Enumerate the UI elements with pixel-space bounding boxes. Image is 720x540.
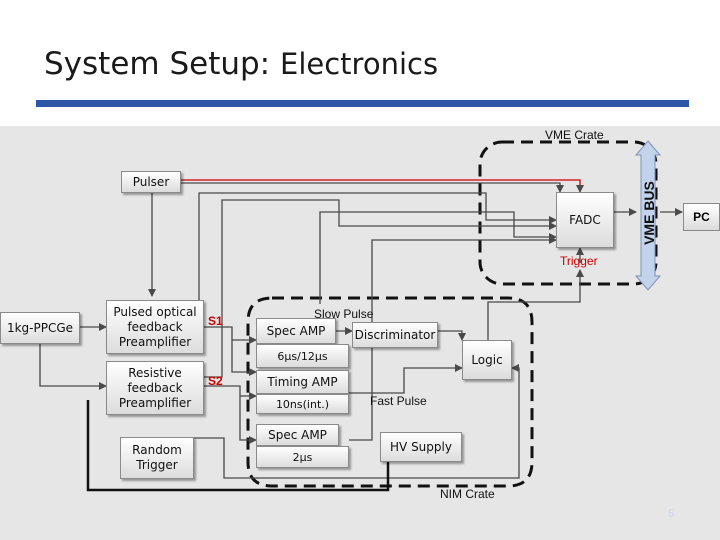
random-trigger-box: Random Trigger <box>120 437 194 479</box>
shaping-2-box: 2μs <box>256 446 349 468</box>
nim-crate-label: NIM Crate <box>440 487 495 501</box>
wire-s2-to-timing <box>204 386 256 440</box>
discriminator-box: Discriminator <box>352 322 438 348</box>
page-number: 5 <box>668 508 675 520</box>
logic-box: Logic <box>462 340 512 380</box>
title-main: System Setup: <box>44 46 271 82</box>
spec-amp-1-box: Spec AMP <box>256 318 336 344</box>
resistive-preamp-box: Resistive feedback Preamplifier <box>106 361 204 415</box>
detector-box: 1kg-PPCGe <box>0 312 80 344</box>
slow-pulse-label: Slow Pulse <box>314 307 374 321</box>
wire-random-to-logic <box>194 368 519 478</box>
wire-logic-to-trigger <box>488 270 580 340</box>
wire-preamp1-to-fadc <box>199 193 556 300</box>
s2-label: S2 <box>208 374 223 388</box>
vme-crate-label: VME Crate <box>545 128 604 142</box>
trigger-label: Trigger <box>560 254 598 268</box>
pulser-box: Pulser <box>121 171 181 193</box>
timing-amp-box: Timing AMP <box>256 370 349 394</box>
shaping-1-box: 6μs/12μs <box>256 344 349 368</box>
spec-amp-2-box: Spec AMP <box>256 424 339 446</box>
wire-pulser-to-fadc <box>180 183 560 192</box>
pulsed-preamp-box: Pulsed optical feedback Preamplifier <box>106 300 204 354</box>
fast-pulse-label: Fast Pulse <box>370 394 427 408</box>
wire-detector-to-preamp2 <box>40 343 106 386</box>
fadc-box: FADC <box>556 192 614 248</box>
wire-timing-to-logic <box>349 368 462 393</box>
wire-pulser-feedback <box>180 180 580 192</box>
vme-bus-label: VME BUS <box>641 181 657 245</box>
shaping-timing-box: 10ns(int.) <box>256 394 349 414</box>
pc-box: PC <box>683 203 720 231</box>
title-sub: Electronics <box>280 47 439 81</box>
wire-discriminator-to-logic <box>438 331 462 340</box>
s1-label: S1 <box>208 314 223 328</box>
hv-supply-box: HV Supply <box>380 432 462 462</box>
